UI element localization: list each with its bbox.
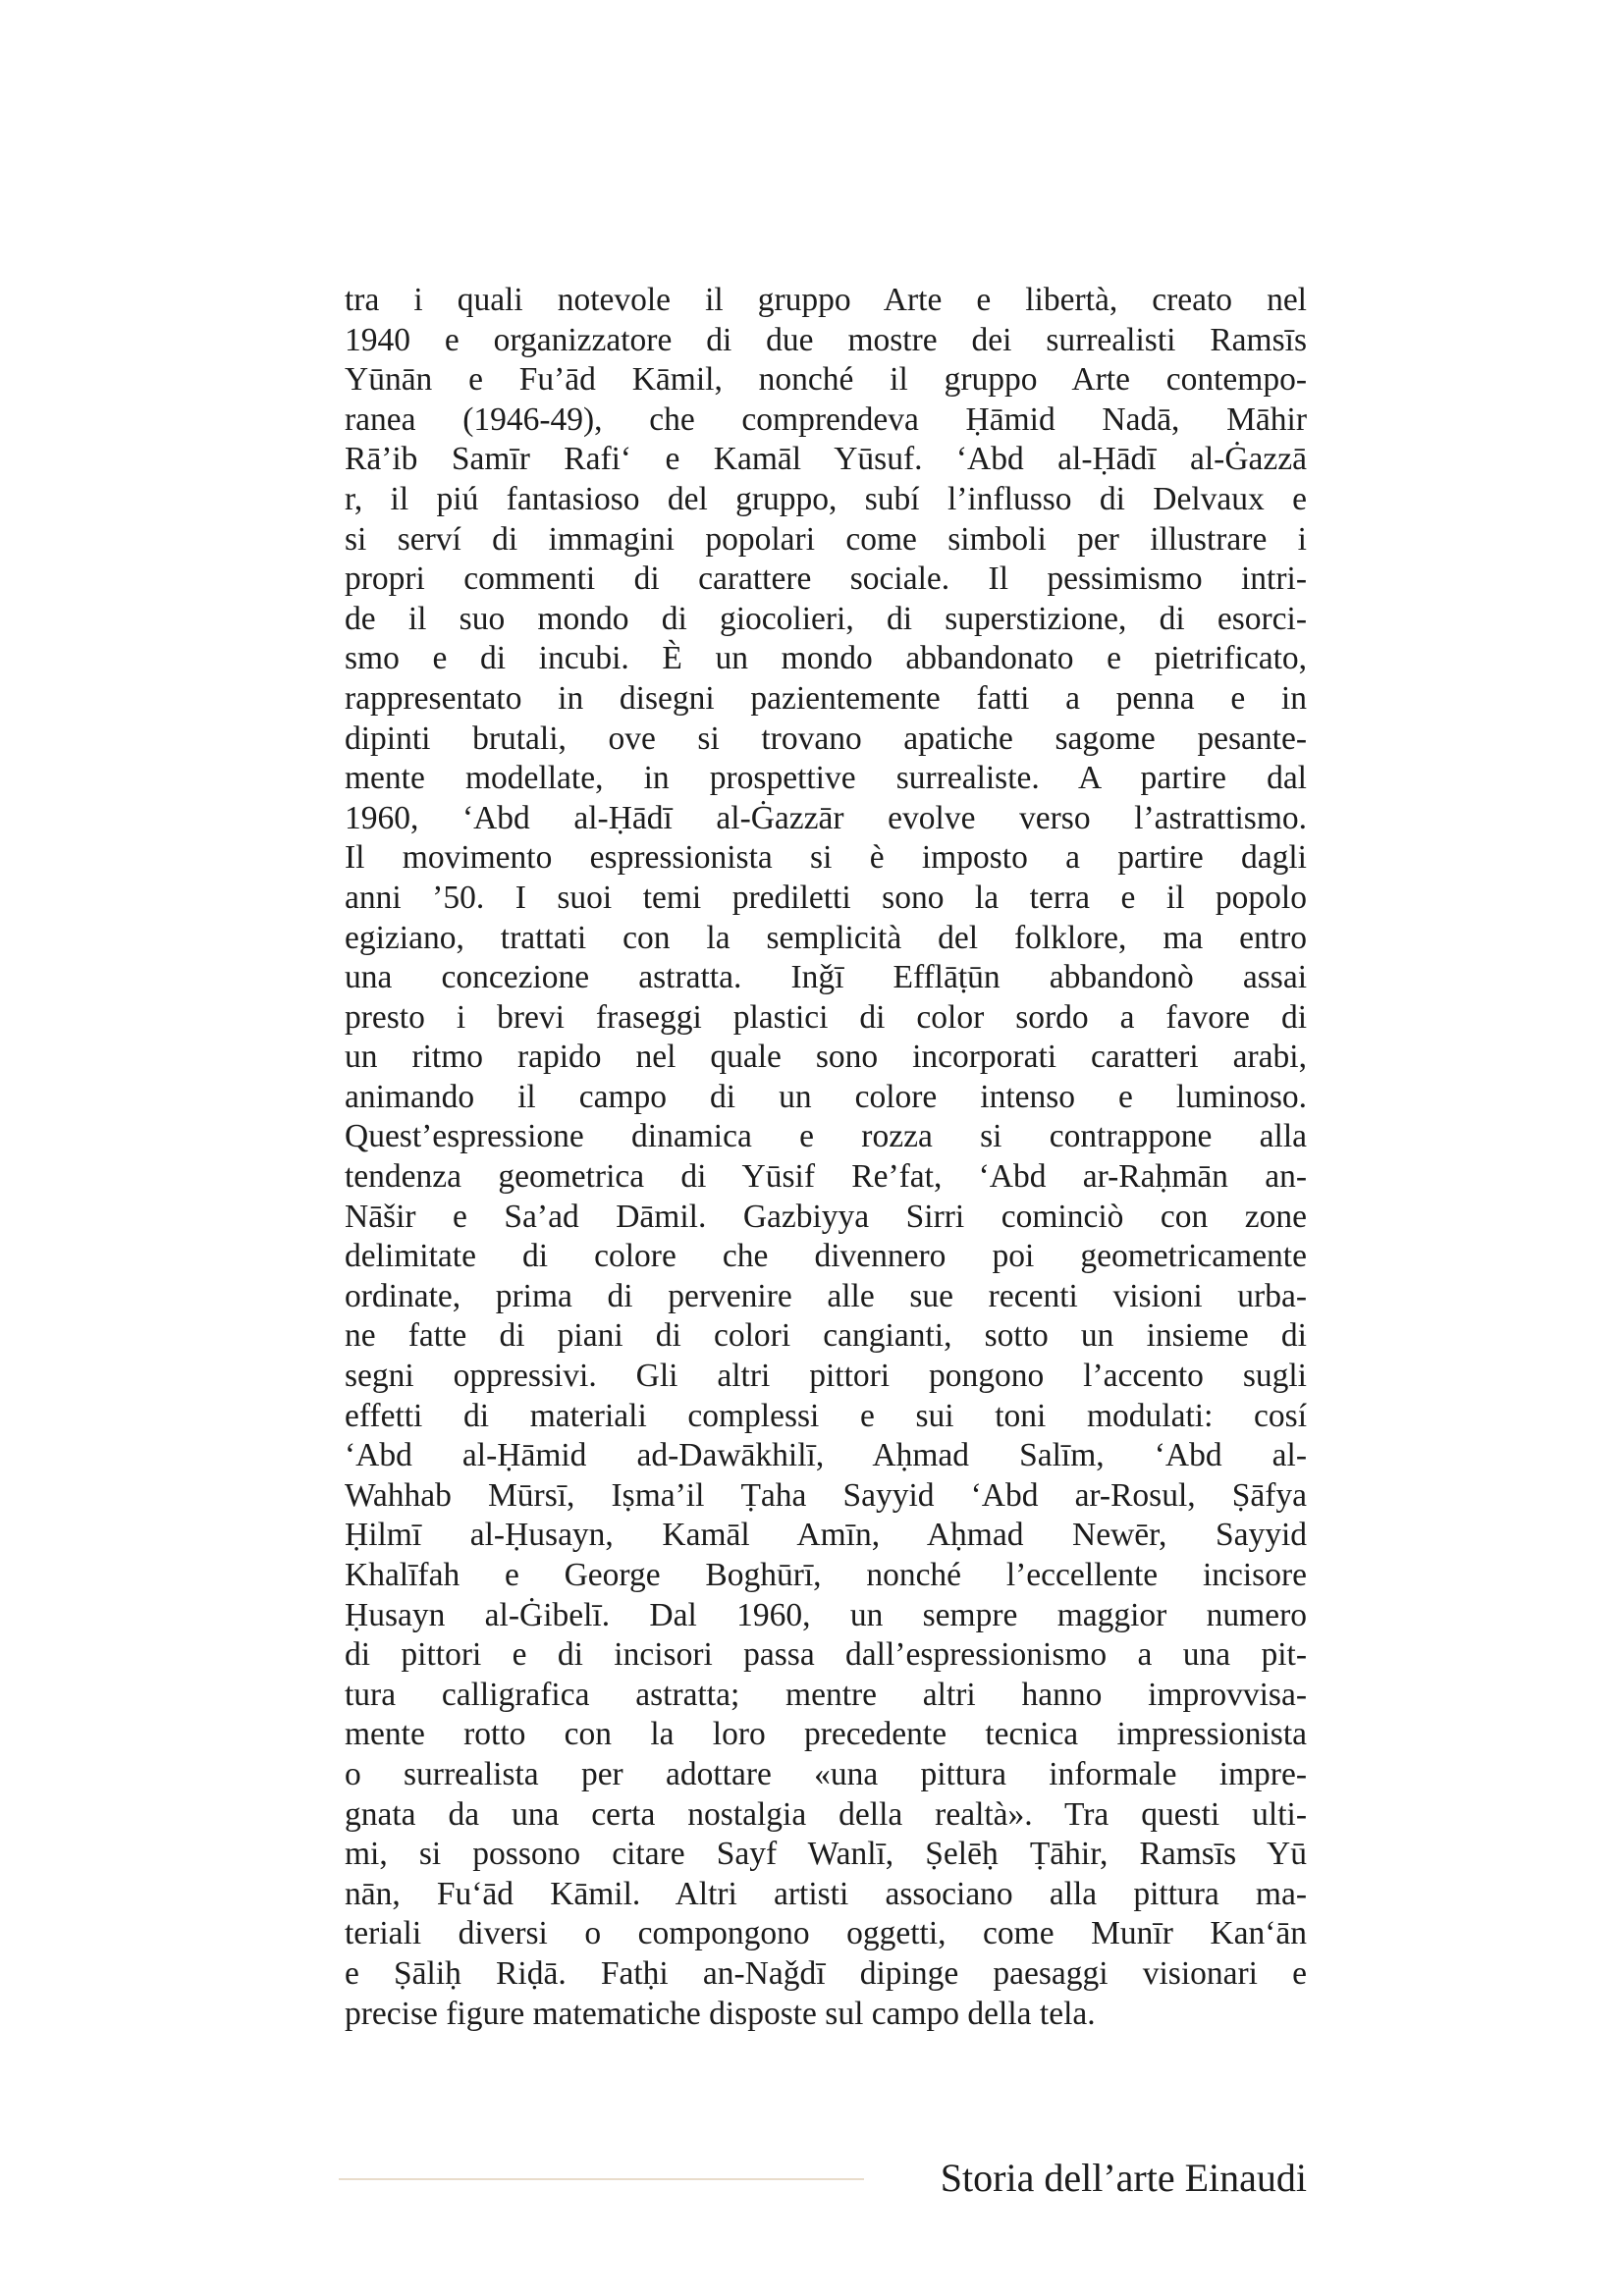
text-line: Nāšir e Sa’ad Dāmil. Gazbiyya Sirri cominciò con zone xyxy=(345,1198,1307,1235)
text-line: un ritmo rapido nel quale sono incorporati caratteri arabi, xyxy=(345,1039,1307,1076)
text-line: smo e di incubi. È un mondo abbandonato e pietrificato, xyxy=(345,640,1307,677)
text-line: presto i brevi fraseggi plastici di color sordo a favore di xyxy=(345,998,1307,1036)
page-footer xyxy=(339,2154,1307,2203)
text-line: effetti di materiali complessi e sui toni modulati: cosí xyxy=(345,1397,1307,1434)
text-line: tra i quali notevole il gruppo Arte e libertà, creato nel xyxy=(345,282,1307,318)
text-line: mi, si possono citare Sayf Wanlī, Ṣelēḥ Ṭāhir, Ramsīs Yū xyxy=(345,1836,1307,1873)
text-line: Ḥusayn al-Ġibelī. Dal 1960, un sempre maggior numero xyxy=(345,1596,1307,1633)
text-line: mente rotto con la loro precedente tecnica impressionista xyxy=(345,1716,1307,1753)
text-line: e Ṣāliḥ Riḍā. Fatḥi an-Naǧdī dipinge paesaggi visionari e xyxy=(345,1954,1307,1992)
text-line: o surrealista per adottare «una pittura informale impre- xyxy=(345,1755,1307,1792)
text-line: 1960, ‘Abd al-Ḥādī al-Ġazzār evolve verso l’astrattismo. xyxy=(345,799,1307,836)
text-line: dipinti brutali, ove si trovano apatiche sagome pesante- xyxy=(345,720,1307,757)
text-line: ne fatte di piani di colori cangianti, sotto un insieme di xyxy=(345,1317,1307,1355)
text-line: anni ’50. I suoi temi prediletti sono la terra e il popolo xyxy=(345,879,1307,916)
text-line: Quest’espressione dinamica e rozza si contrappone alla xyxy=(345,1118,1307,1155)
text-line: ‘Abd al-Ḥāmid ad-Dawākhilī, Aḥmad Salīm, ‘Abd al- xyxy=(345,1437,1307,1474)
text-line: nān, Fu‘ād Kāmil. Altri artisti associano alla pittura ma- xyxy=(345,1875,1307,1912)
text-line: mente modellate, in prospettive surrealiste. A partire dal xyxy=(345,760,1307,797)
text-line: Khalīfah e George Boghūrī, nonché l’eccellente incisore xyxy=(345,1557,1307,1593)
text-line: de il suo mondo di giocolieri, di superstizione, di esorci- xyxy=(345,600,1307,637)
text-line: rappresentato in disegni pazientemente fatti a penna e in xyxy=(345,679,1307,717)
text-line: animando il campo di un colore intenso e luminoso. xyxy=(345,1078,1307,1115)
text-line: teriali diversi o compongono oggetti, come Munīr Kan‘ān xyxy=(345,1915,1307,1952)
text-line: segni oppressivi. Gli altri pittori pongono l’accento sugli xyxy=(345,1358,1307,1395)
text-line: si serví di immagini popolari come simboli per illustrare i xyxy=(345,520,1307,558)
text-line: Wahhab Mūrsī, Iṣma’il Ṭaha Sayyid ‘Abd ar-Rosul, Ṣāfya xyxy=(345,1476,1307,1514)
text-line: 1940 e organizzatore di due mostre dei surrealisti Ramsīs xyxy=(345,321,1307,358)
text-line: Yūnān e Fu’ād Kāmil, nonché il gruppo Arte contempo- xyxy=(345,361,1307,399)
text-line: ordinate, prima di pervenire alle sue recenti visioni urba- xyxy=(345,1277,1307,1314)
text-line: di pittori e di incisori passa dall’espressionismo a una pit- xyxy=(345,1636,1307,1674)
text-line: gnata da una certa nostalgia della realtà». Tra questi ulti- xyxy=(345,1795,1307,1833)
text-line: Rā’ib Samīr Rafi‘ e Kamāl Yūsuf. ‘Abd al-Ḥādī al-Ġazzā xyxy=(345,441,1307,478)
text-line: tendenza geometrica di Yūsif Re’fat, ‘Abd ar-Raḥmān an- xyxy=(345,1158,1307,1196)
text-line: egiziano, trattati con la semplicità del folklore, ma entro xyxy=(345,919,1307,956)
text-line: ranea (1946-49), che comprendeva Ḥāmid Nadā, Māhir xyxy=(345,400,1307,438)
text-line: precise figure matematiche disposte sul campo della tela. xyxy=(345,1995,1096,2032)
text-line: tura calligrafica astratta; mentre altri hanno improvvisa- xyxy=(345,1676,1307,1713)
text-line: una concezione astratta. Inǧī Efflāṭūn abbandonò assai xyxy=(345,959,1307,996)
body-paragraph xyxy=(345,281,1307,2034)
footer-publication-title: Storia dell’arte Einaudi xyxy=(940,2156,1307,2200)
text-line: propri commenti di carattere sociale. Il pessimismo intri- xyxy=(345,561,1307,598)
text-line: Il movimento espressionista si è imposto a partire dagli xyxy=(345,839,1307,877)
footer-rule xyxy=(339,2178,864,2180)
text-line: delimitate di colore che divennero poi geometricamente xyxy=(345,1238,1307,1275)
text-line: r, il piú fantasioso del gruppo, subí l’influsso di Delvaux e xyxy=(345,480,1307,517)
text-line: Ḥilmī al-Ḥusayn, Kamāl Amīn, Aḥmad Newēr, Sayyid xyxy=(345,1517,1307,1554)
